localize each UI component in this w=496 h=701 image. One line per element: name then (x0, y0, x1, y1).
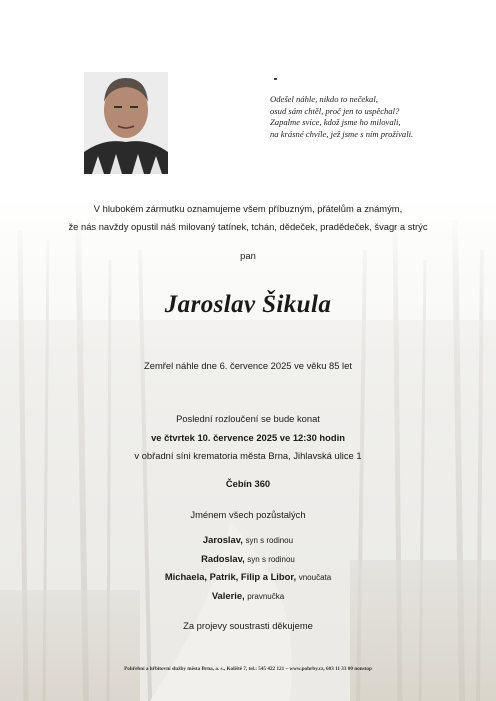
funeral-place: v obřadní síni krematoria města Brna, Jihlavská ulice 1 (134, 450, 362, 461)
mourner-name: Michaela, Patrik, Filip a Libor, (164, 571, 297, 582)
poem-mark (274, 78, 277, 80)
mourner-name: Radoslav, (201, 552, 245, 564)
poem-line: osud sám chtěl, proč jen to uspěchal? (270, 105, 400, 116)
poem (270, 94, 470, 140)
mourner-relation: syn s rodinou (245, 536, 294, 545)
funeral-date-time: ve čtvrtek 10. července 2025 ve 12:30 hodin (151, 431, 345, 443)
mourner-item (0, 531, 496, 550)
mourners-list (0, 531, 496, 605)
poem-line: Zapalme svíce, kdož jsme ho milovali, (270, 117, 401, 128)
mourner-item (0, 550, 496, 569)
intro-line: že nás navždy opustil náš milovaný tatínek, tchán, dědeček, pradědeček, švagr a strýc (68, 220, 428, 232)
mourner-relation: vnoučata (298, 573, 332, 582)
deceased-name: Jaroslav Šikula (164, 291, 332, 318)
mourner-item (0, 587, 496, 606)
intro-line: V hlubokém zármutku oznamujeme všem příbuzným, přátelům a známým, (93, 203, 403, 214)
footer-funeral-service: Pohřební a hřbitovní služby města Brna, a. s., Kolíště 7, tel.: 545 422 121 – www.pohrby.cz, 603 11 33 00 nonstop (124, 666, 372, 672)
poem-line: Odešel náhle, nikdo to nečekal, (270, 94, 378, 104)
mourners-title: Jménem všech pozůstalých (190, 509, 306, 520)
mourner-name: Valerie, (211, 589, 245, 601)
mourner-name: Jaroslav, (202, 534, 243, 545)
announcement-intro (0, 200, 496, 235)
funeral-info (0, 410, 496, 466)
mourner-relation: syn s rodinou (247, 554, 295, 564)
portrait-photo (84, 72, 168, 174)
mourner-relation: pravnučka (247, 591, 285, 601)
thanks-line: Za projevy soustrasti děkujeme (183, 620, 313, 631)
address: Čebín 360 (225, 478, 271, 489)
title-pan: pan (240, 250, 256, 261)
death-date: Zemřel náhle dne 6. července 2025 ve věku 85 let (144, 360, 352, 371)
poem-line: na krásné chvíle, jež jsme s ním prožívali. (270, 128, 414, 139)
mourner-item (0, 568, 496, 587)
funeral-line-1: Poslední rozloučení se bude konat (176, 413, 320, 424)
